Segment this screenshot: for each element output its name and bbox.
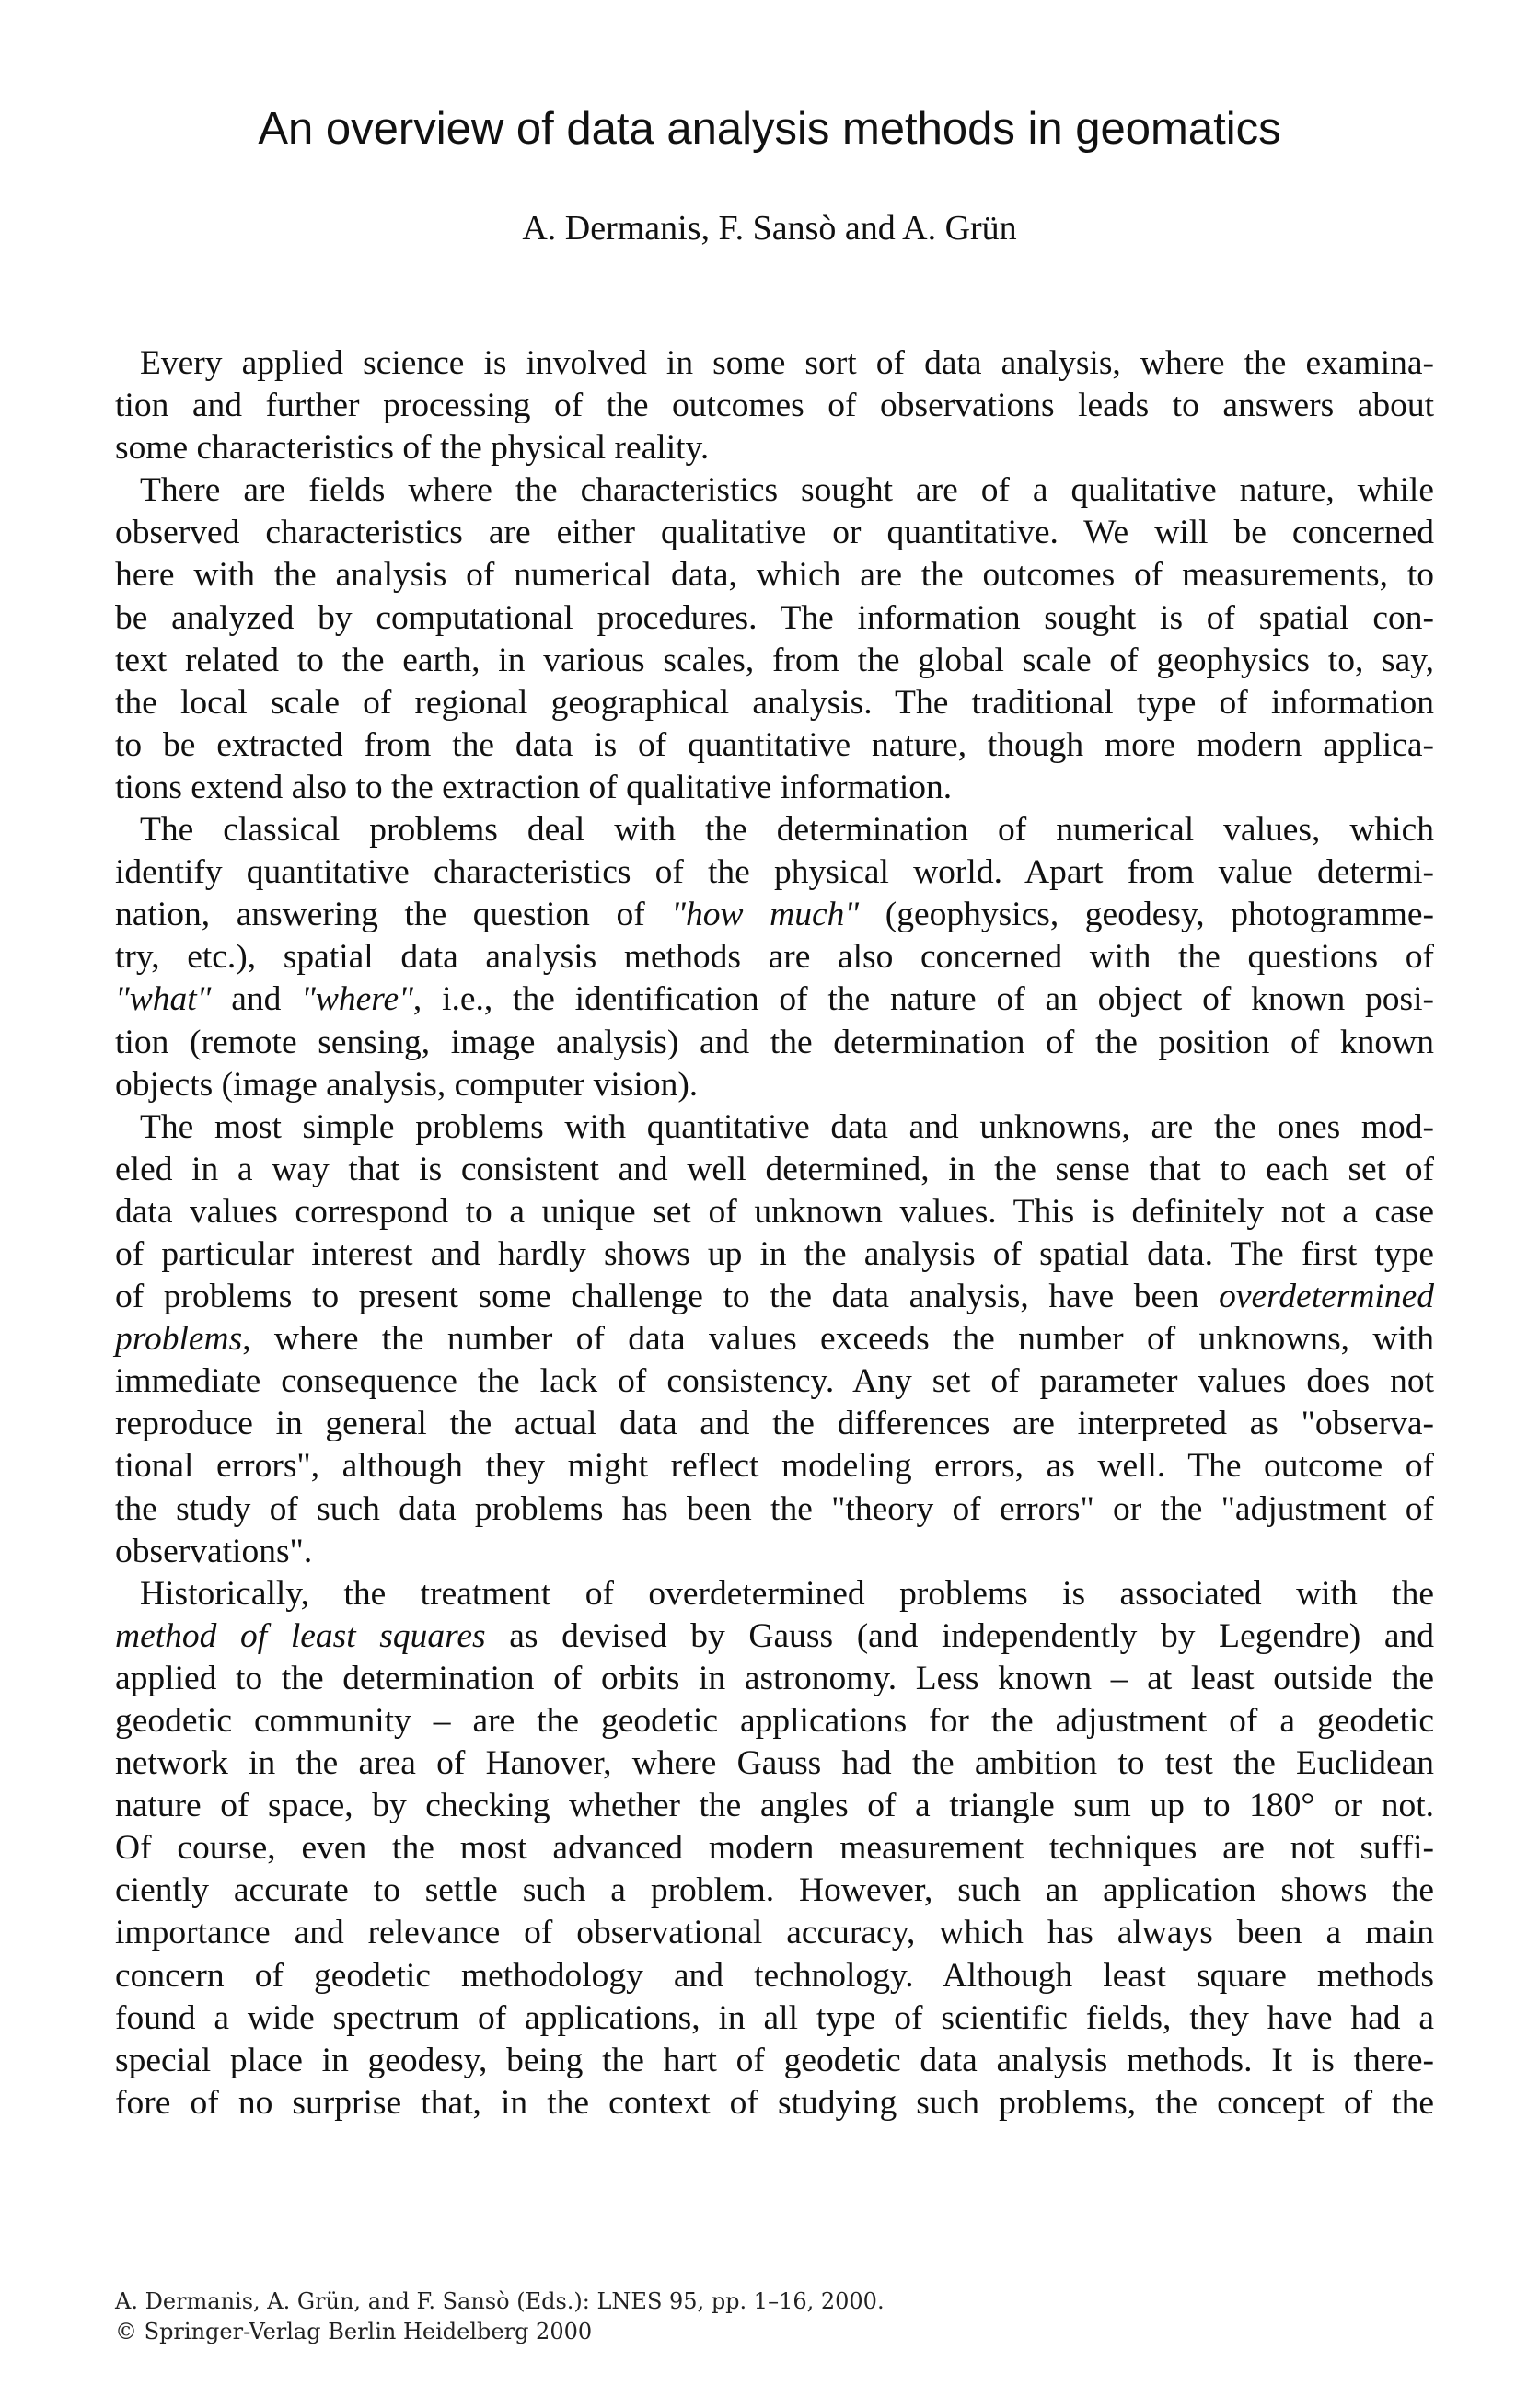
- text-segment: network in the area of Hanover, where Gauss had the ambition to test the Euclidean: [115, 1744, 1434, 1783]
- paragraph: [115, 809, 1434, 1106]
- text-line: [115, 1531, 1434, 1573]
- text-segment: and: [211, 980, 302, 1019]
- text-line: [115, 2040, 1434, 2082]
- text-segment: ciently accurate to settle such a problem. However, such an application shows the: [115, 1871, 1434, 1910]
- text-line: [115, 1191, 1434, 1233]
- text-line: [115, 2082, 1434, 2124]
- text-line: [115, 1870, 1434, 1912]
- text-line: [115, 851, 1434, 894]
- text-segment: Of course, even the most advanced modern measurement techniques are not suffi-: [115, 1829, 1434, 1868]
- text-segment: Every applied science is involved in some sort of data analysis, where the examina-: [140, 344, 1434, 382]
- text-line: [115, 767, 1434, 809]
- text-segment: The classical problems deal with the determination of numerical values, which: [140, 811, 1434, 850]
- paragraph: [115, 469, 1434, 809]
- text-segment: the local scale of regional geographical analysis. The traditional type of information: [115, 683, 1434, 722]
- text-segment: There are fields where the characteristics sought are of a qualitative nature, while: [140, 471, 1434, 510]
- italic-text: "what": [115, 980, 212, 1019]
- text-segment: concern of geodetic methodology and technology. Although least square methods: [115, 1956, 1434, 1995]
- text-line: [115, 597, 1434, 640]
- text-line: [115, 1573, 1434, 1615]
- text-segment: , i.e., the identification of the nature of an object of known posi-: [412, 980, 1434, 1019]
- text-line: [115, 342, 1434, 385]
- text-segment: , where the number of data values exceeds the number of unknowns, with: [242, 1320, 1434, 1359]
- italic-text: overdetermined: [1219, 1278, 1434, 1316]
- text-segment: observed characteristics are either qualitative or quantitative. We will be concerned: [115, 514, 1434, 552]
- text-segment: tion (remote sensing, image analysis) and the determination of the position of known: [115, 1023, 1434, 1061]
- text-line: [115, 1445, 1434, 1488]
- text-segment: reproduce in general the actual data and the differences are interpreted as "observa-: [115, 1405, 1434, 1443]
- italic-text: "how much": [671, 896, 860, 934]
- text-line: [115, 1997, 1434, 2040]
- text-segment: of problems to present some challenge to the data analysis, have been: [115, 1278, 1220, 1316]
- text-line: [115, 1658, 1434, 1700]
- text-line: [115, 1403, 1434, 1445]
- text-line: [115, 936, 1434, 978]
- text-line: [115, 1615, 1434, 1658]
- text-line: [115, 1912, 1434, 1954]
- text-line: [115, 1488, 1434, 1531]
- text-segment: (geophysics, geodesy, photogramme-: [859, 896, 1434, 934]
- text-line: [115, 1700, 1434, 1742]
- text-line: [115, 427, 1434, 469]
- text-segment: objects (image analysis, computer vision).: [115, 1065, 699, 1104]
- text-segment: fore of no surprise that, in the context of studying such problems, the concept of the: [115, 2083, 1434, 2122]
- paragraph: [115, 1573, 1434, 2124]
- paper-title: An overview of data analysis methods in geomatics: [258, 104, 1281, 154]
- text-line: [115, 978, 1434, 1021]
- text-segment: tion and further processing of the outcomes of observations leads to answers about: [115, 387, 1434, 425]
- text-segment: to be extracted from the data is of quantitative nature, though more modern applica-: [115, 725, 1434, 764]
- italic-text: "where": [301, 980, 413, 1019]
- text-segment: observations".: [115, 1532, 313, 1570]
- text-segment: The most simple problems with quantitative data and unknowns, are the ones mod-: [140, 1107, 1434, 1146]
- paragraph: [115, 342, 1434, 469]
- text-line: [115, 512, 1434, 554]
- text-segment: data values correspond to a unique set of unknown values. This is definitely not a case: [115, 1192, 1434, 1231]
- text-line: [115, 1233, 1434, 1276]
- text-segment: found a wide spectrum of applications, in all type of scientific fields, they have had a: [115, 1998, 1434, 2037]
- text-line: [115, 640, 1434, 682]
- text-segment: importance and relevance of observational accuracy, which has always been a main: [115, 1914, 1434, 1952]
- text-line: [115, 1149, 1434, 1191]
- text-segment: be analyzed by computational procedures. The information sought is of spatial con-: [115, 598, 1434, 637]
- text-segment: identify quantitative characteristics of the physical world. Apart from value determi-: [115, 853, 1434, 892]
- text-segment: of particular interest and hardly shows up in the analysis of spatial data. The first type: [115, 1234, 1434, 1273]
- body-text: [115, 342, 1434, 2124]
- footer-citation: A. Dermanis, A. Grün, and F. Sansò (Eds.): LNES 95, pp. 1–16, 2000.: [115, 2288, 885, 2314]
- text-line: [115, 809, 1434, 851]
- footer: [115, 2286, 885, 2347]
- text-line: [115, 1064, 1434, 1106]
- text-segment: special place in geodesy, being the hart of geodetic data analysis methods. It is there-: [115, 2041, 1434, 2079]
- text-segment: eled in a way that is consistent and well determined, in the sense that to each set of: [115, 1150, 1434, 1188]
- text-segment: some characteristics of the physical reality.: [115, 429, 710, 468]
- text-line: [115, 1318, 1434, 1360]
- italic-text: method of least squares: [115, 1616, 486, 1655]
- text-line: [115, 724, 1434, 767]
- text-segment: try, etc.), spatial data analysis methods are also concerned with the questions of: [115, 938, 1434, 977]
- text-segment: text related to the earth, in various scales, from the global scale of geophysics to, say,: [115, 641, 1434, 679]
- text-segment: here with the analysis of numerical data, which are the outcomes of measurements, to: [115, 556, 1434, 595]
- text-line: [115, 554, 1434, 596]
- text-segment: as devised by Gauss (and independently by Legendre) and: [485, 1616, 1435, 1655]
- text-line: [115, 1360, 1434, 1403]
- text-segment: immediate consequence the lack of consistency. Any set of parameter values does not: [115, 1362, 1434, 1401]
- italic-text: problems: [115, 1320, 243, 1359]
- text-line: [115, 1022, 1434, 1064]
- text-line: [115, 1106, 1434, 1149]
- text-line: [115, 1276, 1434, 1318]
- text-line: [115, 1827, 1434, 1870]
- text-line: [115, 469, 1434, 512]
- footer-copyright: © Springer-Verlag Berlin Heidelberg 2000: [115, 2319, 593, 2344]
- text-line: [115, 1785, 1434, 1827]
- text-line: [115, 1955, 1434, 1997]
- text-segment: tional errors", although they might reflect modeling errors, as well. The outcome of: [115, 1447, 1434, 1486]
- text-line: [115, 1742, 1434, 1785]
- text-segment: tions extend also to the extraction of qualitative information.: [115, 768, 953, 806]
- paragraph: [115, 1106, 1434, 1573]
- text-segment: geodetic community – are the geodetic applications for the adjustment of a geodetic: [115, 1702, 1434, 1740]
- text-line: [115, 894, 1434, 936]
- text-line: [115, 682, 1434, 724]
- text-segment: the study of such data problems has been the "theory of errors" or the "adjustment of: [115, 1489, 1434, 1528]
- text-line: [115, 385, 1434, 427]
- text-segment: nation, answering the question of: [115, 896, 672, 934]
- paper-authors: A. Dermanis, F. Sansò and A. Grün: [522, 209, 1017, 248]
- text-segment: nature of space, by checking whether the angles of a triangle sum up to 180° or not.: [115, 1787, 1434, 1825]
- text-segment: Historically, the treatment of overdetermined problems is associated with the: [140, 1574, 1434, 1613]
- text-segment: applied to the determination of orbits in astronomy. Less known – at least outside the: [115, 1659, 1434, 1697]
